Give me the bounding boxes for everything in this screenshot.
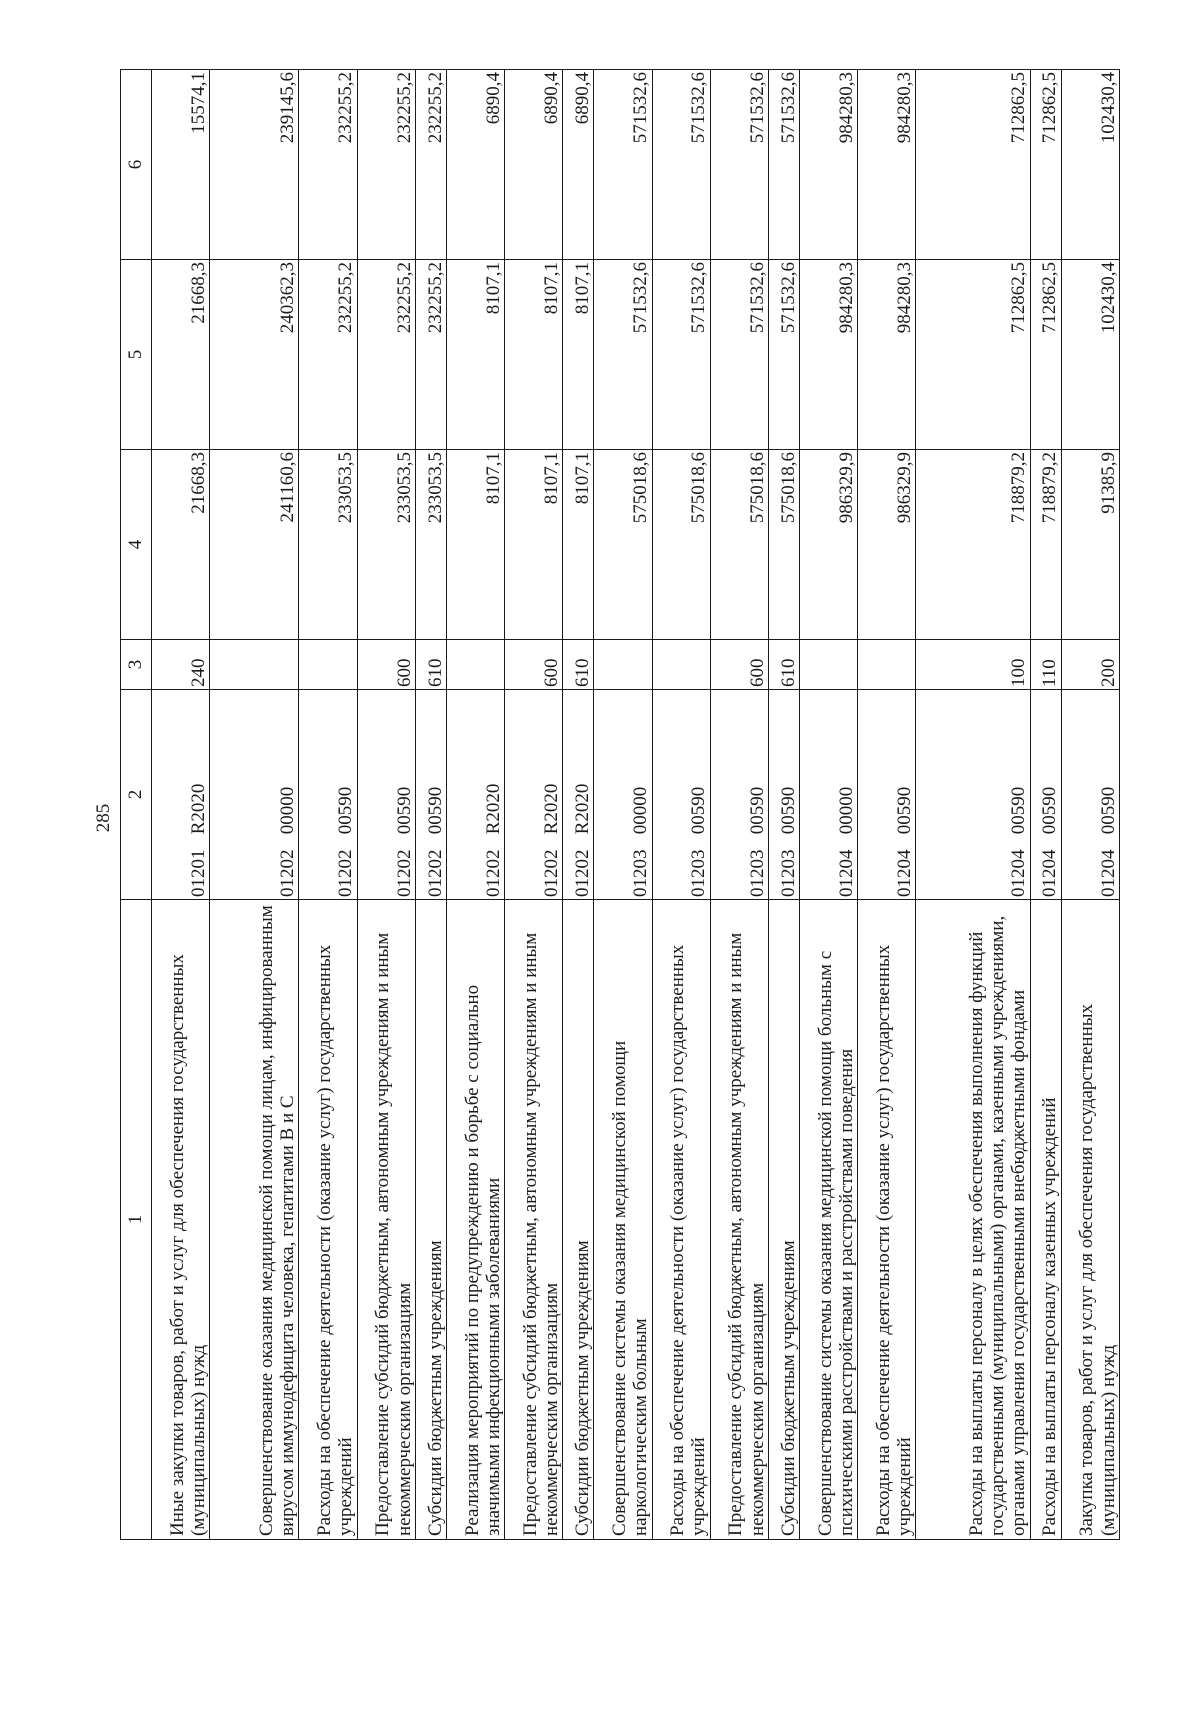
row-expense-type xyxy=(446,640,504,690)
row-name: Иные закупки товаров, работ и услуг для обеспечения государственных (муниципальных) нужд xyxy=(152,900,210,1540)
row-expense-type: 240 xyxy=(152,640,210,690)
table-row xyxy=(357,70,415,1540)
row-code-part-1: 01203 xyxy=(777,849,799,897)
row-value-col4: 986329,9 xyxy=(800,450,858,640)
row-target-code xyxy=(446,690,504,900)
row-name: Расходы на обеспечение деятельности (оказание услуг) государственных учреждений xyxy=(299,900,357,1540)
table-row xyxy=(152,70,210,1540)
row-target-code xyxy=(1061,690,1119,900)
header-col-1: 1 xyxy=(121,900,152,1540)
row-code-part-1: 01202 xyxy=(393,849,415,897)
row-name: Совершенствование оказания медицинской помощи лицам, инфицированным вирусом иммунодефицита человека, гепатитами В и С xyxy=(210,900,299,1540)
row-value-col4: 718879,2 xyxy=(916,450,1030,640)
row-target-code xyxy=(768,690,799,900)
row-target-code xyxy=(858,690,916,900)
row-value-col4: 233053,5 xyxy=(357,450,415,640)
row-value-col6: 15574,1 xyxy=(152,70,210,260)
row-name: Субсидии бюджетным учреждениям xyxy=(563,900,594,1540)
row-target-code xyxy=(415,690,446,900)
row-value-col4: 575018,6 xyxy=(768,450,799,640)
row-expense-type xyxy=(800,640,858,690)
row-code-part-2: R2020 xyxy=(187,783,209,835)
row-value-col4: 241160,6 xyxy=(210,450,299,640)
row-name: Расходы на выплаты персоналу в целях обеспечения выполнения функций государственными (муниципальными) органами, казенными учреждениями, органами управления государственными внебюджетными фондами xyxy=(916,900,1030,1540)
row-code-part-2: 00000 xyxy=(630,786,652,835)
row-code-part-1: 01204 xyxy=(1008,849,1030,897)
row-target-code xyxy=(210,690,299,900)
row-value-col5: 232255,2 xyxy=(415,260,446,450)
row-value-col5: 102430,4 xyxy=(1061,260,1119,450)
row-target-code xyxy=(916,690,1030,900)
row-name: Расходы на выплаты персоналу казенных учреждений xyxy=(1030,900,1061,1540)
row-value-col4: 575018,6 xyxy=(652,450,710,640)
table-row xyxy=(415,70,446,1540)
row-target-code xyxy=(152,690,210,900)
row-value-col4: 575018,6 xyxy=(710,450,768,640)
row-code-part-1: 01202 xyxy=(277,849,299,897)
row-code-part-1: 01201 xyxy=(187,849,209,897)
row-target-code xyxy=(710,690,768,900)
table-header-row xyxy=(121,70,152,1540)
row-value-col5: 8107,1 xyxy=(563,260,594,450)
row-expense-type: 110 xyxy=(1030,640,1061,690)
table-row xyxy=(210,70,299,1540)
row-code-part-1: 01204 xyxy=(1039,849,1061,897)
row-value-col4: 8107,1 xyxy=(563,450,594,640)
row-name: Предоставление субсидий бюджетным, автономным учреждениям и иным некоммерческим организациям xyxy=(710,900,768,1540)
row-value-col5: 571532,6 xyxy=(652,260,710,450)
row-code-part-2: 00590 xyxy=(393,786,415,835)
row-code-part-1: 01204 xyxy=(894,849,916,897)
row-expense-type xyxy=(299,640,357,690)
row-value-col4: 8107,1 xyxy=(446,450,504,640)
row-value-col4: 233053,5 xyxy=(299,450,357,640)
header-col-6: 6 xyxy=(121,70,152,260)
header-col-4: 4 xyxy=(121,450,152,640)
row-code-part-1: 01203 xyxy=(630,849,652,897)
row-expense-type: 610 xyxy=(768,640,799,690)
row-target-code xyxy=(505,690,563,900)
row-value-col6: 571532,6 xyxy=(652,70,710,260)
row-target-code xyxy=(652,690,710,900)
row-value-col5: 712862,5 xyxy=(916,260,1030,450)
row-code-part-2: 00590 xyxy=(1039,786,1061,835)
row-code-part-2: 00590 xyxy=(1097,786,1119,835)
row-value-col4: 91385,9 xyxy=(1061,450,1119,640)
row-name: Субсидии бюджетным учреждениям xyxy=(415,900,446,1540)
row-code-part-1: 01202 xyxy=(540,849,562,897)
row-code-part-1: 01202 xyxy=(572,849,594,897)
row-name: Закупка товаров, работ и услуг для обеспечения государственных (муниципальных) нужд xyxy=(1061,900,1119,1540)
row-value-col4: 21668,3 xyxy=(152,450,210,640)
row-value-col4: 575018,6 xyxy=(594,450,652,640)
table-row xyxy=(768,70,799,1540)
row-code-part-1: 01202 xyxy=(335,849,357,897)
row-value-col6: 984280,3 xyxy=(800,70,858,260)
row-value-col5: 984280,3 xyxy=(858,260,916,450)
row-expense-type xyxy=(210,640,299,690)
row-code-part-1: 01202 xyxy=(424,849,446,897)
row-code-part-2: 00590 xyxy=(894,786,916,835)
table-row xyxy=(1061,70,1119,1540)
table-row xyxy=(916,70,1030,1540)
row-target-code xyxy=(594,690,652,900)
row-value-col5: 571532,6 xyxy=(710,260,768,450)
row-expense-type: 600 xyxy=(710,640,768,690)
row-code-part-2: 00590 xyxy=(335,786,357,835)
row-target-code xyxy=(1030,690,1061,900)
row-value-col6: 232255,2 xyxy=(415,70,446,260)
row-expense-type xyxy=(652,640,710,690)
table-row xyxy=(652,70,710,1540)
table-row xyxy=(858,70,916,1540)
row-code-part-2: 00000 xyxy=(835,786,857,835)
row-value-col6: 984280,3 xyxy=(858,70,916,260)
row-code-part-2: 00590 xyxy=(688,786,710,835)
row-value-col5: 8107,1 xyxy=(446,260,504,450)
row-name: Совершенствование системы оказания медицинской помощи больным с психическими расстройствами и расстройствами поведения xyxy=(800,900,858,1540)
row-value-col5: 712862,5 xyxy=(1030,260,1061,450)
row-name: Расходы на обеспечение деятельности (оказание услуг) государственных учреждений xyxy=(858,900,916,1540)
row-name: Субсидии бюджетным учреждениям xyxy=(768,900,799,1540)
row-value-col6: 6890,4 xyxy=(446,70,504,260)
row-value-col4: 233053,5 xyxy=(415,450,446,640)
row-code-part-1: 01203 xyxy=(746,849,768,897)
row-value-col6: 571532,6 xyxy=(710,70,768,260)
row-value-col6: 6890,4 xyxy=(563,70,594,260)
row-code-part-2: 00590 xyxy=(777,786,799,835)
row-value-col6: 571532,6 xyxy=(594,70,652,260)
row-name: Предоставление субсидий бюджетным, автономным учреждениям и иным некоммерческим организациям xyxy=(505,900,563,1540)
table-row xyxy=(800,70,858,1540)
page-number: 285 xyxy=(93,803,114,833)
row-code-part-1: 01204 xyxy=(1097,849,1119,897)
table-row xyxy=(563,70,594,1540)
header-col-5: 5 xyxy=(121,260,152,450)
row-value-col6: 6890,4 xyxy=(505,70,563,260)
row-target-code xyxy=(800,690,858,900)
row-code-part-1: 01202 xyxy=(482,849,504,897)
row-code-part-1: 01204 xyxy=(835,849,857,897)
row-code-part-2: 00590 xyxy=(424,786,446,835)
row-value-col5: 21668,3 xyxy=(152,260,210,450)
row-expense-type xyxy=(858,640,916,690)
row-code-part-1: 01203 xyxy=(688,849,710,897)
row-expense-type xyxy=(594,640,652,690)
row-value-col5: 571532,6 xyxy=(768,260,799,450)
row-value-col6: 571532,6 xyxy=(768,70,799,260)
row-value-col6: 712862,5 xyxy=(1030,70,1061,260)
row-code-part-2: 00000 xyxy=(277,786,299,835)
row-name: Реализация мероприятий по предупреждению и борьбе с социально значимыми инфекционными заболеваниями xyxy=(446,900,504,1540)
table-row xyxy=(1030,70,1061,1540)
table-row xyxy=(594,70,652,1540)
row-expense-type: 600 xyxy=(505,640,563,690)
row-value-col5: 240362,3 xyxy=(210,260,299,450)
row-name: Совершенствование системы оказания медицинской помощи наркологическим больным xyxy=(594,900,652,1540)
header-col-3: 3 xyxy=(121,640,152,690)
row-target-code xyxy=(299,690,357,900)
table-row xyxy=(299,70,357,1540)
row-code-part-2: R2020 xyxy=(540,783,562,835)
budget-table-container xyxy=(120,70,1120,1540)
row-value-col6: 102430,4 xyxy=(1061,70,1119,260)
row-value-col6: 232255,2 xyxy=(299,70,357,260)
row-value-col6: 712862,5 xyxy=(916,70,1030,260)
row-value-col6: 239145,6 xyxy=(210,70,299,260)
row-value-col4: 718879,2 xyxy=(1030,450,1061,640)
row-value-col5: 232255,2 xyxy=(299,260,357,450)
table-row xyxy=(710,70,768,1540)
row-expense-type: 200 xyxy=(1061,640,1119,690)
row-code-part-2: R2020 xyxy=(482,783,504,835)
row-expense-type: 100 xyxy=(916,640,1030,690)
row-code-part-2: 00590 xyxy=(746,786,768,835)
row-value-col5: 984280,3 xyxy=(800,260,858,450)
table-row xyxy=(505,70,563,1540)
row-target-code xyxy=(563,690,594,900)
row-value-col5: 571532,6 xyxy=(594,260,652,450)
row-code-part-2: R2020 xyxy=(572,783,594,835)
row-code-part-2: 00590 xyxy=(1008,786,1030,835)
row-target-code xyxy=(357,690,415,900)
row-name: Расходы на обеспечение деятельности (оказание услуг) государственных учреждений xyxy=(652,900,710,1540)
row-expense-type: 610 xyxy=(563,640,594,690)
row-expense-type: 600 xyxy=(357,640,415,690)
row-name: Предоставление субсидий бюджетным, автономным учреждениям и иным некоммерческим организациям xyxy=(357,900,415,1540)
row-value-col4: 986329,9 xyxy=(858,450,916,640)
row-value-col5: 232255,2 xyxy=(357,260,415,450)
table-row xyxy=(446,70,504,1540)
header-col-2: 2 xyxy=(121,690,152,900)
row-value-col4: 8107,1 xyxy=(505,450,563,640)
row-value-col5: 8107,1 xyxy=(505,260,563,450)
row-expense-type: 610 xyxy=(415,640,446,690)
row-value-col6: 232255,2 xyxy=(357,70,415,260)
budget-table xyxy=(120,69,1120,1540)
